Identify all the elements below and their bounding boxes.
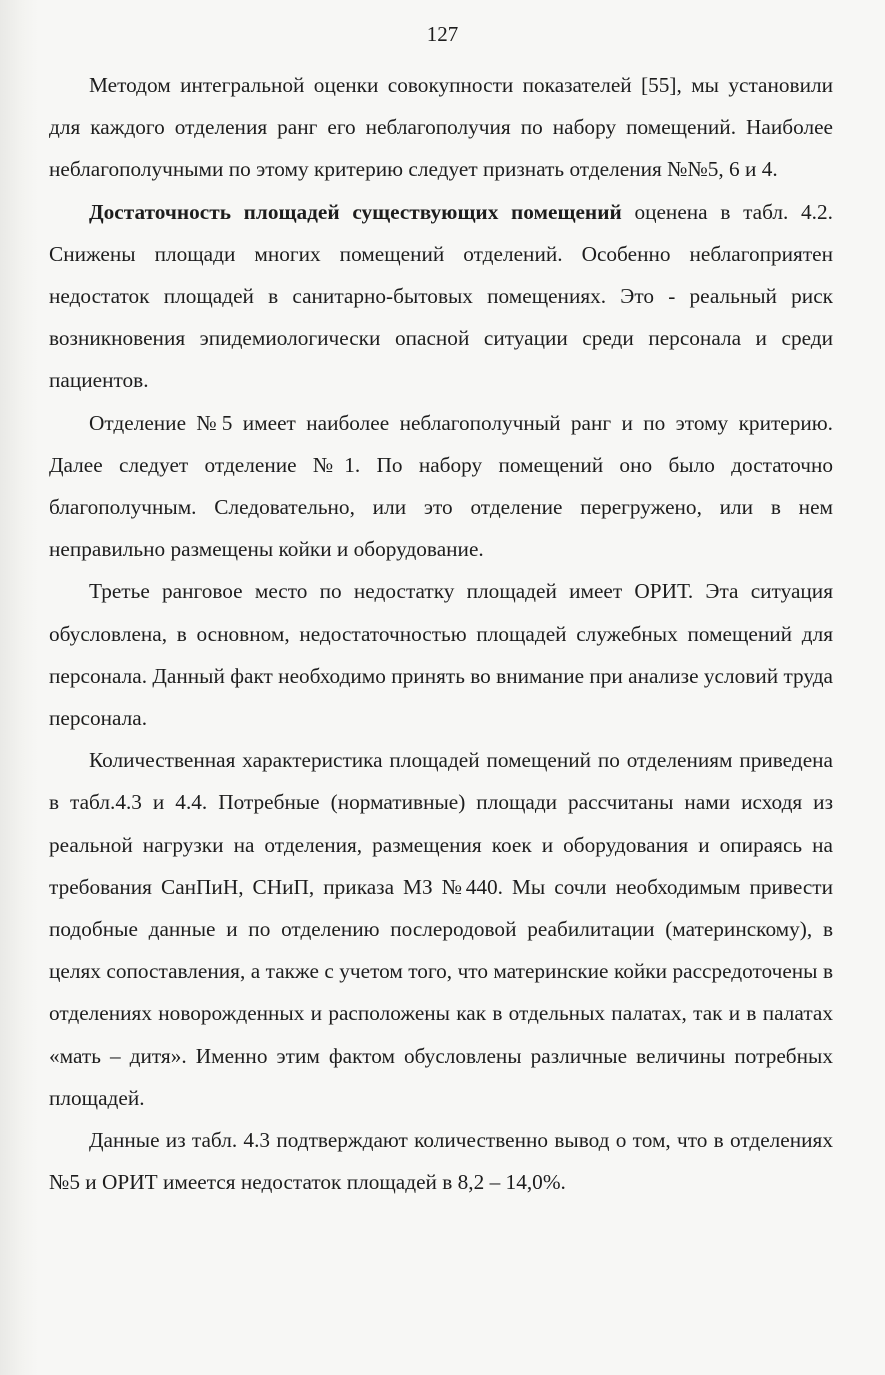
paragraph-5-text: Количественная характеристика площадей помещений по отделениям приведена в табл.4.3 и 4.4. Потребные (нормативные) площади рассчитаны нами исходя из реальной нагрузки на отделения, размещения коек и оборудования и опираясь на требования СанПиН, СНиП, приказа МЗ №440. Мы сочли необходимым привести подобные данные и по отделению послеродовой реабилитации (материнскому), в целях сопоставления, а также с учетом того, что материнские койки рассредоточены в отделениях новорожденных и расположены как в отдельных палатах, так и в палатах «мать – дитя». Именно этим фактом обусловлены различные величины потребных площадей. bbox=[49, 748, 833, 1110]
paragraph-4 bbox=[49, 570, 833, 739]
paragraph-6-text: Данные из табл. 4.3 подтверждают количественно вывод о том, что в отделениях №5 и ОРИТ имеется недостаток площадей в 8,2 – 14,0%. bbox=[49, 1128, 833, 1195]
paragraph-1-text: Методом интегральной оценки совокупности показателей [55], мы установили для каждого отделения ранг его неблагополучия по набору помещений. Наиболее неблагополучными по этому критерию следует признать отделения №№5, 6 и 4. bbox=[49, 73, 833, 182]
paragraph-2-text: оценена в табл. 4.2. Снижены площади многих помещений отделений. Особенно неблагоприятен недостаток площадей в санитарно-бытовых помещениях. Это - реальный риск возникновения эпидемиологически опасной ситуации среди персонала и среди пациентов. bbox=[49, 199, 833, 393]
paragraph-2-bold-lead: Достаточность площадей существующих помещений bbox=[89, 199, 622, 224]
paragraph-3-text: Отделение №5 имеет наиболее неблагополучный ранг и по этому критерию. Далее следует отделение №1. По набору помещений оно было достаточно благополучным. Следовательно, или это отделение перегружено, или в нем неправильно размещены койки и оборудование. bbox=[49, 410, 833, 562]
page-number: 127 bbox=[426, 22, 459, 46]
paragraph-4-text: Третье ранговое место по недостатку площадей имеет ОРИТ. Эта ситуация обусловлена, в основном, недостаточностью площадей служебных помещений для персонала. Данный факт необходимо принять во внимание при анализе условий труда персонала. bbox=[49, 579, 833, 731]
scan-edge-shadow bbox=[0, 0, 38, 1375]
paragraph-6 bbox=[49, 1119, 833, 1203]
paragraph-2 bbox=[49, 191, 833, 402]
paragraph-5 bbox=[49, 739, 833, 1119]
body-text bbox=[49, 64, 833, 1203]
paragraph-3 bbox=[49, 402, 833, 571]
paragraph-1 bbox=[49, 64, 833, 191]
